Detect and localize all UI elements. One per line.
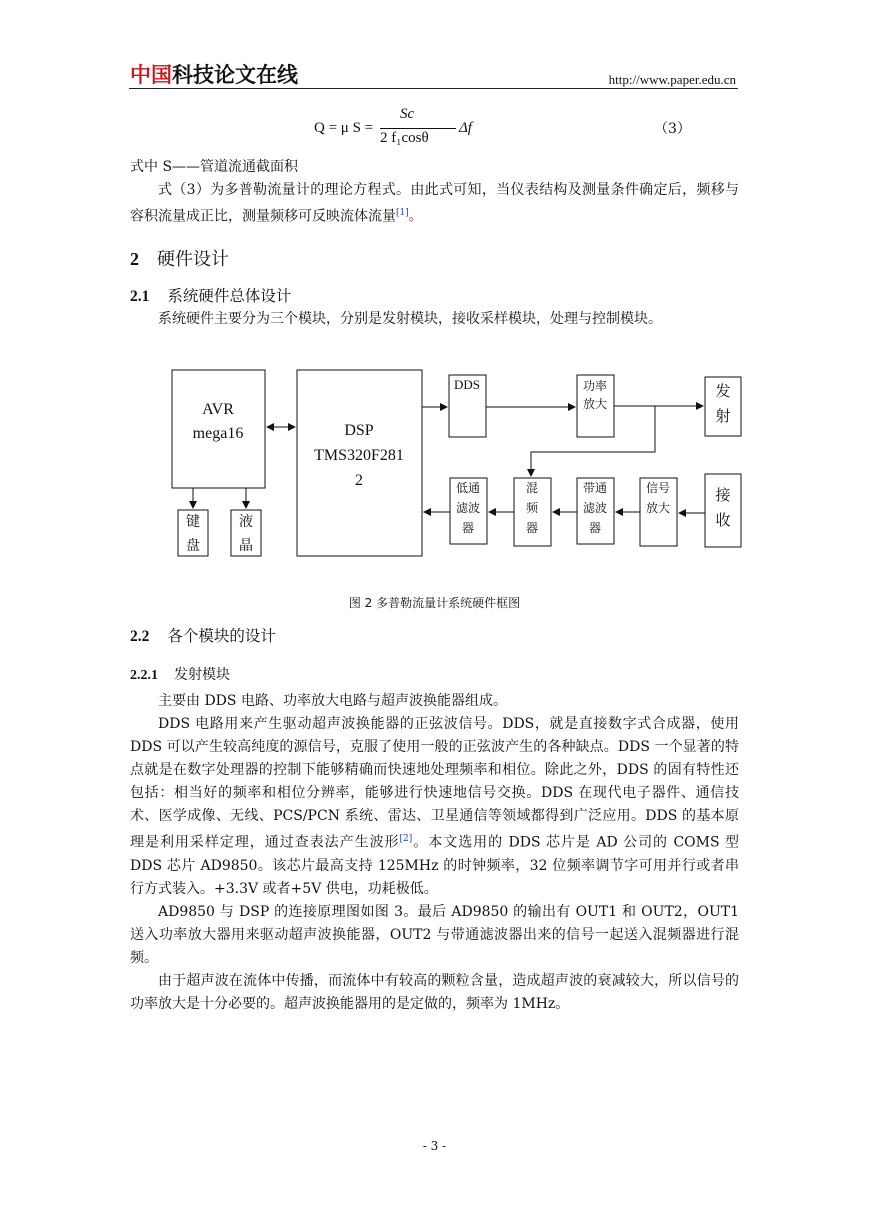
lp-label-3: 器 (461, 521, 475, 535)
kb-label-2: 盘 (186, 539, 200, 554)
mx-label-1: 混 (525, 481, 539, 495)
sa-label-2: 放大 (645, 501, 671, 515)
equation-lhs: Q = μ S = (314, 120, 374, 136)
dds-label: DDS (453, 377, 481, 392)
paragraph-b-body: DDS 电路用来产生驱动超声波换能器的正弦波信号。DDS，就是直接数字式合成器，使用 DDS 可以产生较高纯度的源信号，克服了使用一般的正弦波产生的各种缺点。DDS 一个显著的特点就是在数字处理器的控制下能够精确而快速地处理频率和相位。除此之外，DDS 的固有特性还包括：相当好的频率和相位分辨率，能够进行快速地信号交换。DDS 在现代电子器件、通信技术、医学成像、无线、PCS/PCN 系统、雷达、卫星通信等领域都得到广泛应用。DDS 的基本原理是利用采样定理，通过查表法产生波形 (130, 716, 739, 851)
bp-label-1: 带通 (582, 481, 608, 495)
where-text: 式中 S——管道流通截面积 (130, 159, 299, 175)
equation-numerator: Sc (400, 106, 415, 122)
page-number: - 3 - (422, 1139, 447, 1153)
citation-2[interactable]: [2] (399, 834, 413, 844)
eq3-body: 式（3）为多普勒流量计的理论方程式。由此式可知，当仪表结构及测量条件确定后，频移与容积流量成正比，测量频移可反映流体流量 (130, 182, 739, 225)
mx-label-3: 器 (525, 521, 539, 535)
header-url[interactable]: http://www.paper.edu.cn (608, 72, 736, 87)
citation-1[interactable]: [1] (396, 208, 409, 218)
tx-label-1: 发 (715, 384, 731, 400)
avr-label-1: AVR (202, 401, 234, 418)
section-number: 2.2.1 (130, 668, 158, 683)
hardware-block-diagram (0, 0, 869, 600)
lcd-label-1: 液 (239, 515, 253, 530)
section-number: 2 (130, 249, 139, 269)
lp-label-2: 滤波 (455, 501, 481, 515)
section-number: 2.1 (130, 288, 150, 305)
tx-label-2: 射 (715, 409, 731, 425)
logo-red-text: 中国 (130, 63, 172, 87)
rx-label-1: 接 (715, 488, 731, 504)
paragraph-b (130, 713, 739, 901)
lcd-label-2: 晶 (239, 539, 253, 554)
eq3-end: 。 (408, 208, 423, 225)
receive-block (705, 474, 741, 547)
bp-label-2: 滤波 (582, 501, 608, 515)
equation-delta-f: Δf (459, 120, 472, 136)
equation-number: （3） (654, 121, 691, 137)
section-heading-2-2-1 (130, 664, 230, 684)
rx-label-2: 收 (715, 513, 731, 529)
mx-label-2: 频 (525, 501, 539, 515)
pa-label-2: 放大 (582, 397, 608, 411)
equation-denominator: 2 f₁cosθ (380, 130, 429, 146)
system-text: 系统硬件主要分为三个模块，分别是发射模块，接收采样模块，处理与控制模块。 (158, 311, 662, 327)
section-title: 系统硬件总体设计 (167, 287, 292, 305)
bp-label-3: 器 (588, 521, 602, 535)
section-heading-2-2 (130, 624, 276, 646)
pa-label-1: 功率 (582, 379, 608, 393)
section-title: 硬件设计 (157, 249, 229, 270)
kb-label-1: 键 (186, 515, 200, 530)
dds-mixer-arrow (531, 406, 655, 476)
body-text (130, 690, 739, 1016)
lp-label-1: 低通 (455, 481, 481, 495)
paragraph-c: AD9850 与 DSP 的连接原理图如图 3。最后 AD9850 的输出有 OUT1 和 OUT2，OUT1 送入功率放大器用来驱动超声波换能器，OUT2 与带通滤波器出来的信号一起送入混频器进行混频。 (130, 903, 739, 966)
dsp-label-1: DSP (344, 422, 374, 439)
sa-label-1: 信号 (645, 481, 671, 495)
paragraph-b-end: 。本文选用的 DDS 芯片是 AD 公司的 COMS 型 DDS 芯片 AD9850。该芯片最高支持 125MHz 的时钟频率，32 位频率调节字可用并行或者串行方式装入。+3.3V 或者+5V 供电，功耗极低。 (130, 834, 739, 897)
section-title: 发射模块 (174, 667, 230, 683)
logo-black-text: 科技论文在线 (172, 63, 298, 87)
paragraph-a: 主要由 DDS 电路、功率放大电路与超声波换能器组成。 (158, 693, 507, 709)
dsp-label-3: 2 (355, 472, 363, 489)
avr-label-2: mega16 (192, 425, 244, 442)
figure-caption: 图 2 多普勒流量计系统硬件框图 (348, 596, 521, 610)
section-number: 2.2 (130, 628, 150, 645)
paragraph-d: 由于超声波在流体中传播，而流体中有较高的颗粒含量，造成超声波的衰减较大，所以信号的功率放大是十分必要的。超声波换能器用的是定做的，频率为 1MHz。 (130, 972, 739, 1012)
dsp-label-2: TMS320F281 (314, 447, 404, 464)
section-title: 各个模块的设计 (167, 627, 276, 645)
